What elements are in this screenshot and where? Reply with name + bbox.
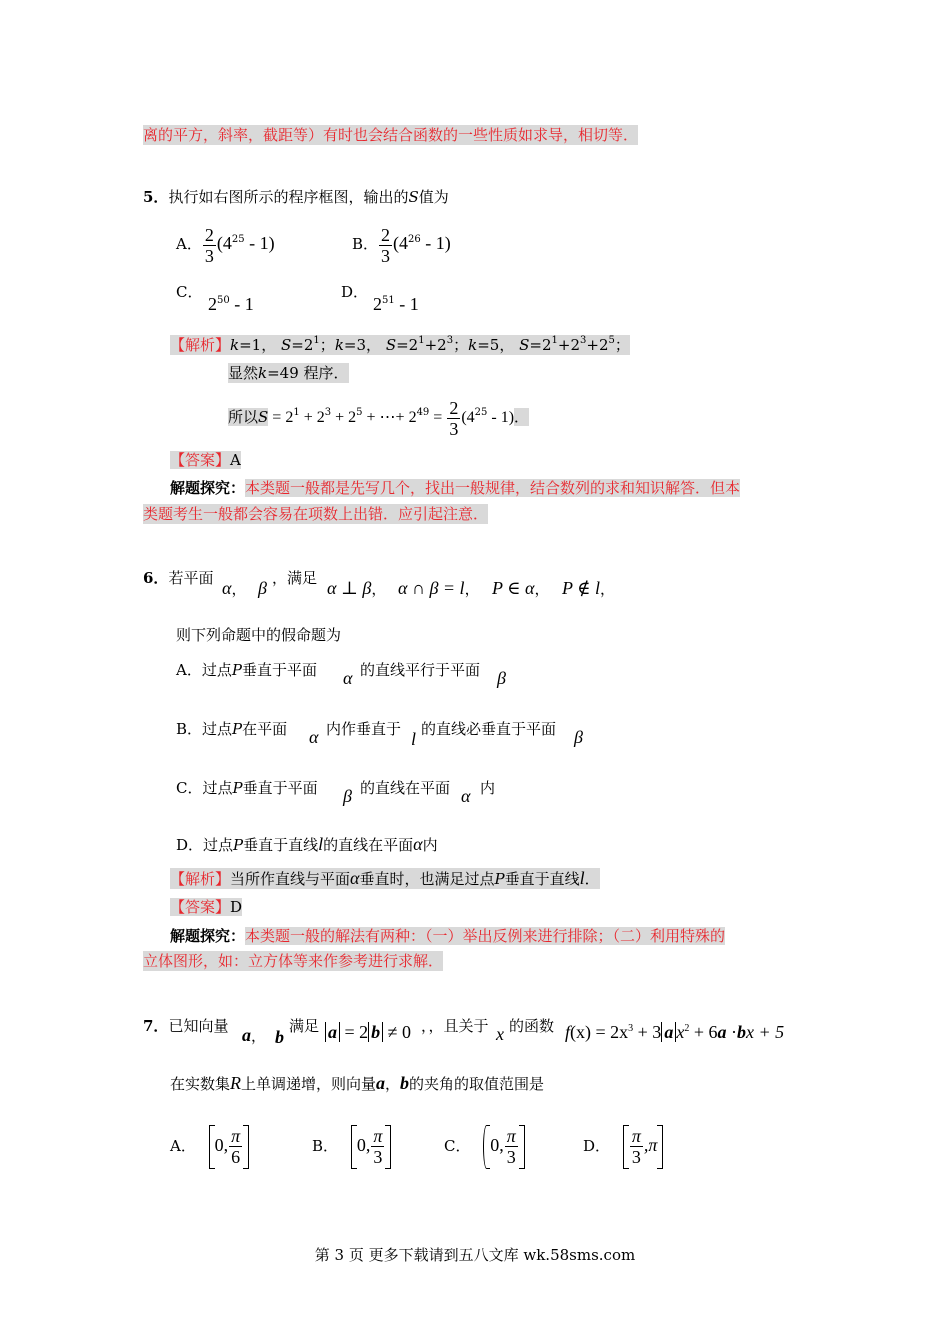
q5-option-a: A． $\frac{2}{3}$ $(4^{25} - 1)$ [176,224,275,266]
q5-answer: 【答案】A [170,451,241,469]
q6-option-c-end: 内 [480,779,496,797]
q5-analysis-line1: 【解析】k=1， $S=2^1$；k=3， $S=2^1+2^3$；k=5， $S=2^1+2^3+2^5$； [170,335,630,354]
q7-condition: a = 2 b ≠ 0 [325,1022,411,1042]
q5-stem: 5．执行如右图所示的程序框图，输出的S值为 [143,188,449,206]
q6-stem: 6．若平面 [143,569,214,587]
q5-explore-line1: 解题探究：本类题一般都是先写几个，找出一般规律，结合数列的求和知识解答．但本 [170,479,741,497]
q7-option-b: B． 0, $\frac{\pi}{3}$ [312,1122,391,1169]
q6-option-b-alpha: α [309,727,319,747]
q5-option-d: $2^{51} - 1$ [373,294,419,314]
q7-line2: 在实数集R上单调递增，则向量a，b的夹角的取值范围是 [170,1073,545,1093]
q7-guanyu: ，，且关于 [421,1017,489,1035]
page-footer: 第 3 页 更多下载请到五八文库 wk.58sms.com [314,1246,636,1264]
q6-beta: β [258,578,267,598]
q6-option-b-mid2: 内作垂直于 [326,720,402,738]
q6-option-c-alpha: α [461,786,471,806]
intro-line: 离的平方，斜率，截距等）有时也会结合函数的一些性质如求导，相切等． [143,126,639,144]
q6-explore-line1: 解题探究：本类题一般的解法有两种：（一）举出反例来进行排除；（二）利用特殊的 [170,927,726,945]
q5-analysis-line2: 显然k=49 程序． [228,364,349,382]
q6-option-c-beta: β [343,786,352,806]
q6-cond3: P ∈ α， [492,578,550,598]
q6-cond4: P ∉ l， [562,578,616,598]
fraction: $\frac{2}{3}$ [204,224,214,266]
q6-explore-line2: 立体图形，如：立方体等来作参考进行求解． [143,952,444,970]
q7-stem: 7．已知向量 [143,1017,229,1035]
q5-option-c-label: C． [176,283,203,301]
q7-vector-b: b [275,1027,284,1047]
q5-analysis-line3: 所以$S = 2^1 + 2^3 + 2^5$ + ⋯+ $2^{49}$ = $\frac{2}{3}$ $(4^{25} - 1)$． [228,397,530,439]
q6-cond2: α ∩ β = l， [398,578,480,598]
q7-hanshu: 的函数 [509,1017,555,1035]
q5-explore-line2: 类题考生一般都会容易在项数上出错．应引起注意． [143,505,489,523]
q6-option-d: D．过点P垂直于直线l的直线在平面α内 [176,834,438,854]
q6-alpha: α， [222,578,247,598]
q6-option-b-mid3: 的直线必垂直于平面 [421,720,557,738]
q5-option-c: $2^{50} - 1$ [208,294,254,314]
q7-option-c: C． 0, $\frac{\pi}{3}$ [444,1122,525,1169]
q6-option-b-beta: β [574,727,583,747]
q7-vector-a: a， [242,1025,267,1045]
q6-cond1: α ⊥ β， [327,578,387,598]
q6-answer: 【答案】D [170,898,243,916]
q6-option-a-mid2: 的直线平行于平面 [360,661,481,679]
q6-option-b: B．过点P在平面 [176,720,288,738]
q6-option-a-alpha: α [343,668,353,688]
q6-analysis: 【解析】当所作直线与平面α垂直时，也满足过点P垂直于直线l． [170,868,600,888]
q5-option-d-label: D． [341,283,369,301]
q6-option-b-l: l [411,729,417,749]
q6-line2: 则下列命题中的假命题为 [176,626,342,644]
q7-option-a: A． 0, $\frac{\pi}{6}$ [170,1122,249,1169]
q7-option-d: D． $\frac{\pi}{3}$ ,π [583,1122,663,1169]
q6-option-a-beta: β [497,668,506,688]
q7-x: x [496,1024,504,1044]
q6-option-a: A．过点P垂直于平面 [176,661,317,679]
q6-option-c-mid2: 的直线在平面 [360,779,451,797]
fraction: $\frac{2}{3}$ [381,224,391,266]
q5-number: 5． [143,188,169,206]
fraction: $\frac{2}{3}$ [449,397,459,439]
q5-option-b: B． $\frac{2}{3}$ $(4^{26} - 1)$ [352,224,451,266]
q6-option-c: C．过点P垂直于平面 [176,779,318,797]
q7-function: $f(x) = 2x^3 + 3$ a $x^2 + 6a \cdot bx + 5$ [565,1022,785,1042]
q7-manzu: 满足 [289,1017,320,1035]
q6-manzu: ，满足 [272,569,318,587]
